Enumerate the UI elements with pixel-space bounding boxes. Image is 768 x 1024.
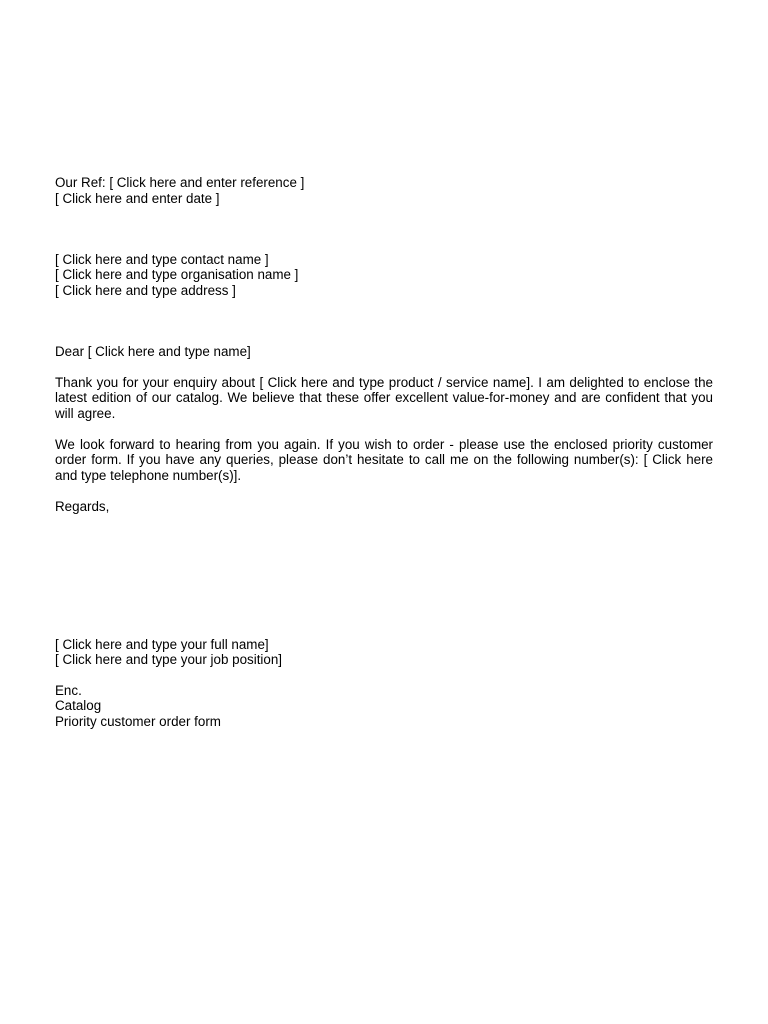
- enclosure-item: Priority customer order form: [55, 714, 221, 729]
- address-line: [ Click here and type address ]: [55, 283, 236, 298]
- date-line: [ Click here and enter date ]: [55, 191, 220, 206]
- our-ref-line: Our Ref: [ Click here and enter reference ]: [55, 175, 305, 190]
- organisation-name-line: [ Click here and type organisation name ]: [55, 267, 299, 282]
- contact-name-line: [ Click here and type contact name ]: [55, 252, 269, 267]
- signature-full-name: [ Click here and type your full name]: [55, 637, 269, 652]
- signature-job-position: [ Click here and type your job position]: [55, 652, 283, 667]
- enclosure-item: Catalog: [55, 698, 102, 713]
- closing: Regards,: [55, 499, 110, 514]
- body-paragraph-2: We look forward to hearing from you again. If you wish to order - please use the enclosed priority customer order form. If you have any queries, please don’t hesitate to call me on the following number(s): [ Click here and type telephone number(s)].: [55, 437, 713, 483]
- salutation: Dear [ Click here and type name]: [55, 344, 251, 359]
- enclosures-label: Enc.: [55, 683, 82, 698]
- body-paragraph-1: Thank you for your enquiry about [ Click here and type product / service name]. I am delighted to enclose the latest edition of our catalog. We believe that these offer excellent value-for-money and are confident that you will agree.: [55, 375, 713, 421]
